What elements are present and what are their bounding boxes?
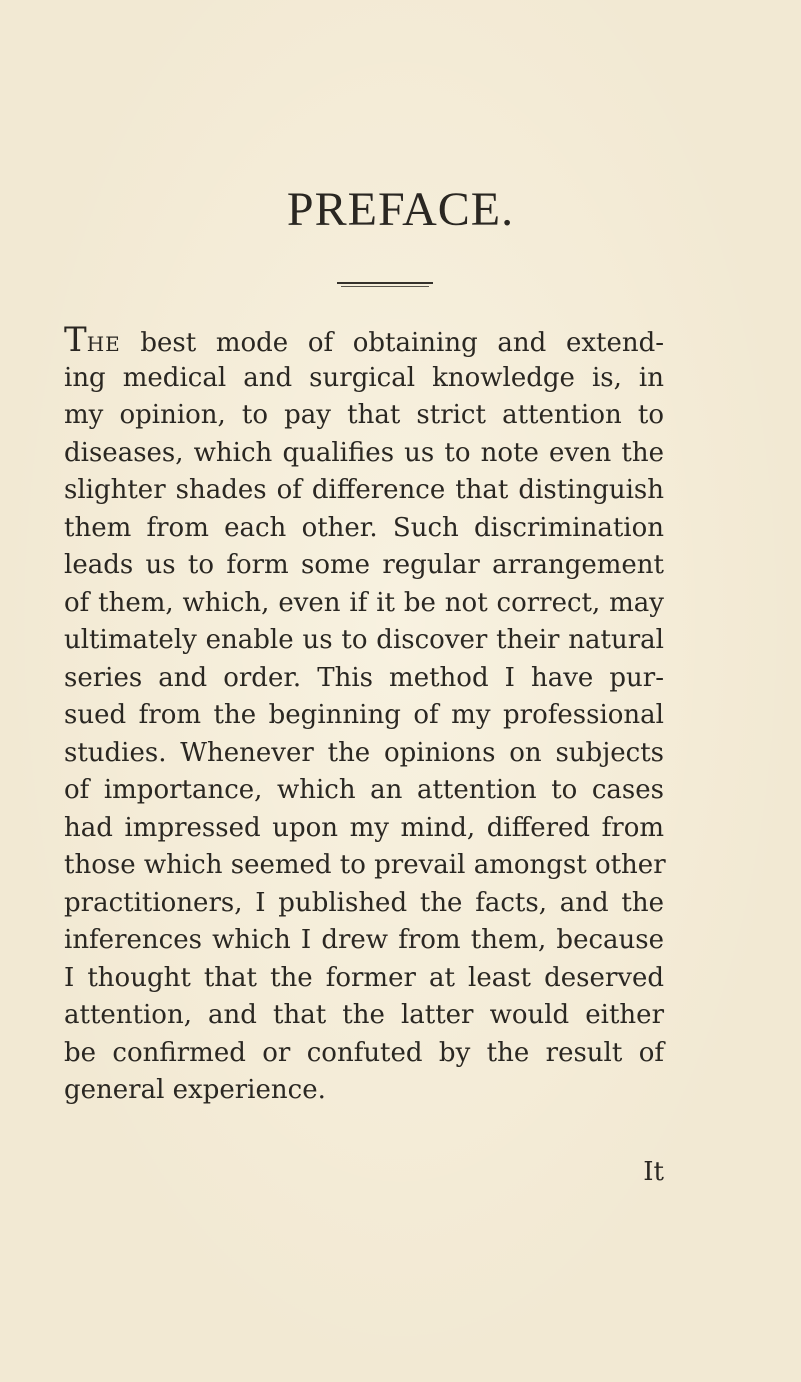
text-line: slighter shades of difference that distinguish: [64, 475, 664, 505]
text-line: of them, which, even if it be not correct, may: [64, 587, 664, 618]
text-line: sued from the beginning of my professional: [64, 700, 664, 730]
text-line: attention, and that the latter would either: [64, 1000, 664, 1030]
catchword: It: [643, 1157, 664, 1187]
text-line: series and order. This method I have pur-: [64, 662, 664, 693]
text-line: those which seemed to prevail amongst other: [64, 850, 666, 880]
text-line: diseases, which qualifies us to note even the: [64, 437, 664, 468]
text-line: had impressed upon my mind, differed from: [64, 812, 664, 843]
title-rule: [337, 282, 433, 284]
text-line: I thought that the former at least deserved: [64, 962, 664, 993]
body-text: [64, 322, 664, 1110]
text-line: of importance, which an attention to cases: [64, 775, 664, 805]
text-line: general experience.: [64, 1075, 326, 1105]
text-line: ultimately enable us to discover their natural: [64, 625, 664, 655]
initial-letter: T: [64, 320, 87, 360]
text-line: leads us to form some regular arrangement: [64, 550, 664, 580]
text-line: be confirmed or confuted by the result of: [64, 1037, 664, 1068]
text-line-1: [64, 322, 664, 360]
text-line: my opinion, to pay that strict attention to: [64, 400, 664, 430]
text-line: ing medical and surgical knowledge is, in: [64, 362, 664, 393]
first-line-rest: best mode of obtaining and extend-: [120, 328, 664, 358]
text-line: inferences which I drew from them, because: [64, 925, 664, 955]
text-line: them from each other. Such discrimination: [64, 512, 664, 543]
small-caps-word: HE: [86, 332, 121, 356]
page-title: PREFACE.: [286, 183, 515, 236]
text-line: practitioners, I published the facts, and the: [64, 887, 664, 918]
text-line: studies. Whenever the opinions on subjects: [64, 737, 664, 768]
